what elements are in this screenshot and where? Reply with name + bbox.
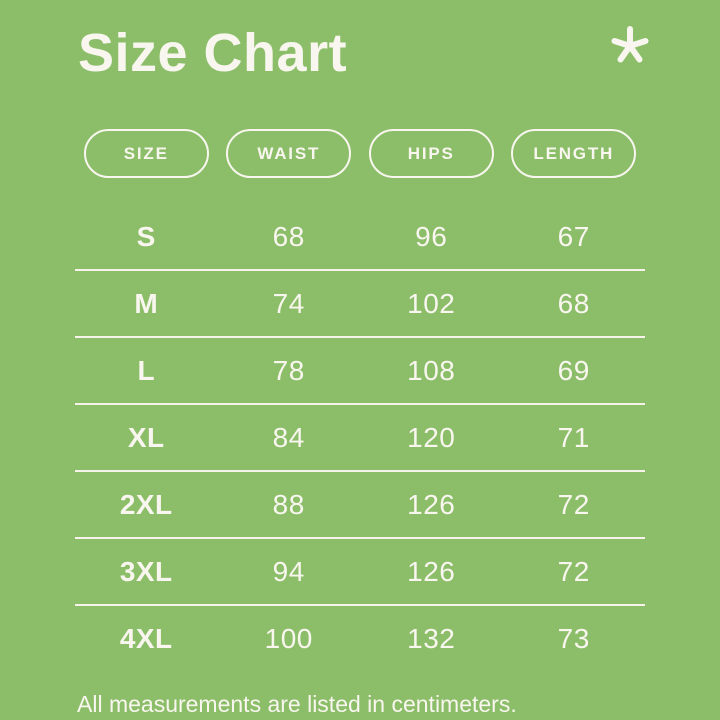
table-row-m bbox=[75, 271, 645, 338]
page-title: Size Chart bbox=[78, 23, 348, 83]
header-cell-hips bbox=[360, 129, 503, 178]
length-column-pill: LENGTH bbox=[511, 129, 636, 178]
header-cell-length bbox=[503, 129, 646, 178]
size-cell: L bbox=[137, 354, 156, 386]
size-cell: 3XL bbox=[119, 555, 173, 587]
hips-cell: 120 bbox=[407, 421, 456, 453]
table-row-4xl bbox=[75, 606, 645, 671]
waist-cell: 100 bbox=[264, 622, 313, 654]
size-cell: 2XL bbox=[119, 488, 173, 520]
size-cell: 4XL bbox=[119, 622, 173, 654]
table-row-xl bbox=[75, 405, 645, 472]
length-cell: 71 bbox=[557, 421, 590, 453]
length-cell: 72 bbox=[557, 488, 590, 520]
hips-cell: 132 bbox=[407, 622, 456, 654]
size-cell: XL bbox=[127, 421, 165, 453]
length-cell: 72 bbox=[557, 555, 590, 587]
table-row-2xl bbox=[75, 472, 645, 539]
waist-cell: 68 bbox=[272, 220, 305, 252]
hips-cell: 108 bbox=[407, 354, 456, 386]
waist-cell: 94 bbox=[272, 555, 305, 587]
size-column-pill: SIZE bbox=[84, 129, 209, 178]
table-row-l bbox=[75, 338, 645, 405]
table-row-s bbox=[75, 204, 645, 271]
size-cell: M bbox=[134, 287, 159, 319]
hips-column-pill: HIPS bbox=[369, 129, 494, 178]
length-cell: 73 bbox=[557, 622, 590, 654]
waist-cell: 78 bbox=[272, 354, 305, 386]
table-header-row bbox=[75, 129, 645, 178]
waist-column-pill: WAIST bbox=[226, 129, 351, 178]
waist-cell: 74 bbox=[272, 287, 305, 319]
length-cell: 69 bbox=[557, 354, 590, 386]
size-cell: S bbox=[136, 220, 156, 252]
length-cell: 68 bbox=[557, 287, 590, 319]
header-cell-waist bbox=[218, 129, 361, 178]
measurement-unit-note: All measurements are listed in centimeters. bbox=[77, 691, 517, 717]
waist-cell: 88 bbox=[272, 488, 305, 520]
hips-cell: 102 bbox=[407, 287, 456, 319]
asterisk-icon bbox=[610, 24, 650, 64]
hips-cell: 126 bbox=[407, 555, 456, 587]
header-cell-size bbox=[75, 129, 218, 178]
length-cell: 67 bbox=[557, 220, 590, 252]
hips-cell: 126 bbox=[407, 488, 456, 520]
table-row-3xl bbox=[75, 539, 645, 606]
size-table bbox=[75, 204, 645, 671]
waist-cell: 84 bbox=[272, 421, 305, 453]
hips-cell: 96 bbox=[415, 220, 448, 252]
